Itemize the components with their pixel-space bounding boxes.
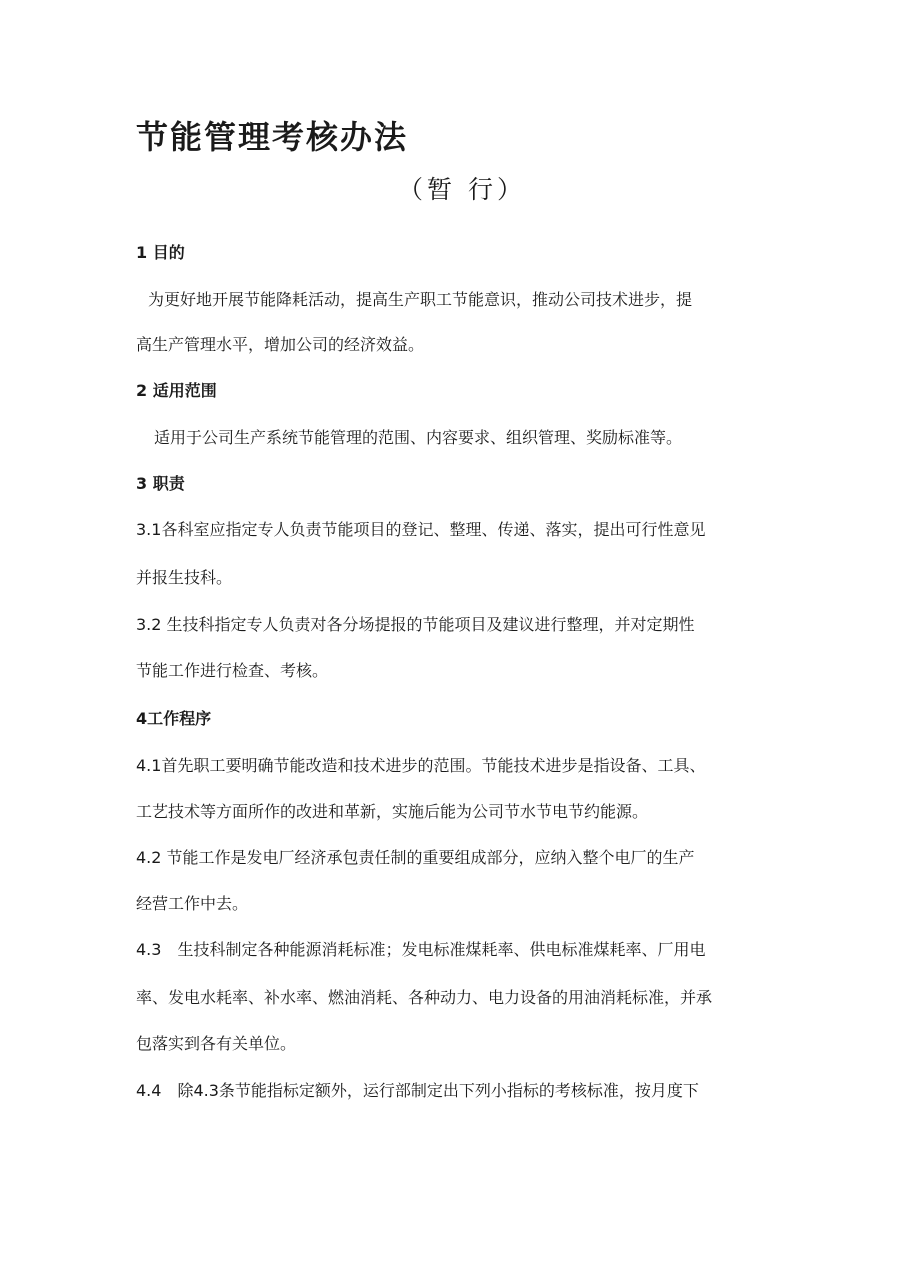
section-heading-duties: 3 职责 (136, 474, 185, 493)
paragraph-line: 经营工作中去。 (136, 894, 249, 913)
paragraph-line: 4.2 节能工作是发电厂经济承包责任制的重要组成部分，应纳入整个电厂的生产 (136, 848, 695, 867)
paragraph-line: 并报生技科。 (136, 568, 233, 587)
paragraph-line: 率、发电水耗率、补水率、燃油消耗、各种动力、电力设备的用油消耗标准，并承 (136, 988, 713, 1007)
paragraph-line: 高生产管理水平，增加公司的经济效益。 (136, 335, 425, 354)
document-title: 节能管理考核办法 (136, 118, 409, 156)
paragraph-line: 3.1各科室应指定专人负责节能项目的登记、整理、传递、落实，提出可行性意见 (136, 520, 706, 539)
paragraph-line: 节能工作进行检查、考核。 (136, 661, 329, 680)
paragraph-line: 适用于公司生产系统节能管理的范围、内容要求、组织管理、奖励标准等。 (154, 428, 683, 447)
paragraph-line: 4.3 生技科制定各种能源消耗标准；发电标准煤耗率、供电标准煤耗率、厂用电 (136, 940, 706, 959)
document-subtitle: （暂 行） (398, 175, 526, 204)
paragraph-line: 为更好地开展节能降耗活动，提高生产职工节能意识，推动公司技术进步，提 (148, 290, 693, 309)
paragraph-line: 4.4 除4.3条节能指标定额外，运行部制定出下列小指标的考核标准，按月度下 (136, 1081, 699, 1100)
section-heading-scope: 2 适用范围 (136, 381, 217, 400)
section-heading-purpose: 1 目的 (136, 243, 185, 262)
paragraph-line: 包落实到各有关单位。 (136, 1034, 297, 1053)
section-heading-procedure: 4工作程序 (136, 709, 212, 728)
paragraph-line: 工艺技术等方面所作的改进和革新，实施后能为公司节水节电节约能源。 (136, 802, 649, 821)
paragraph-line: 3.2 生技科指定专人负责对各分场提报的节能项目及建议进行整理，并对定期性 (136, 615, 695, 634)
paragraph-line: 4.1首先职工要明确节能改造和技术进步的范围。节能技术进步是指设备、工具、 (136, 756, 706, 775)
